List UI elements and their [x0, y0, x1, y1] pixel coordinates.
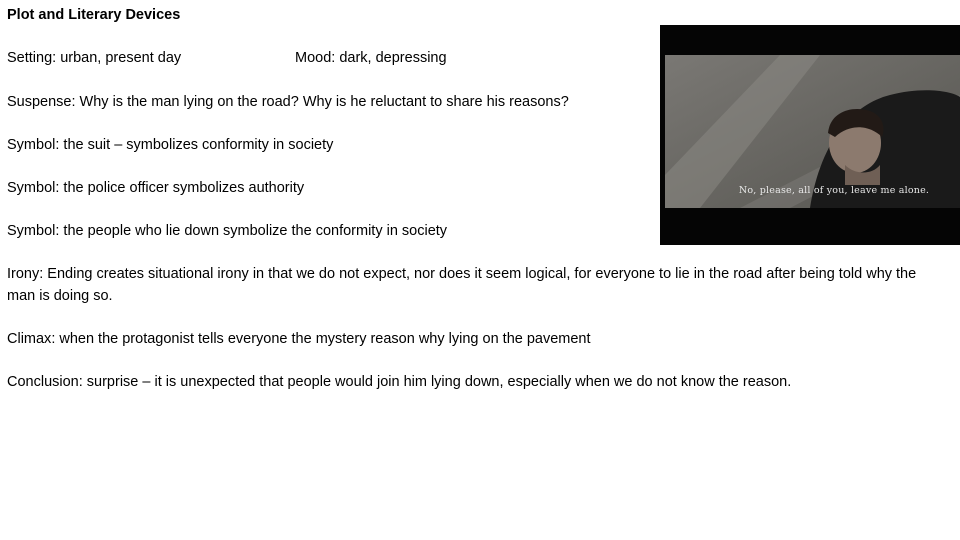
conclusion-label: Conclusion: [7, 374, 83, 390]
irony-label: Irony: [7, 266, 44, 282]
symbol-label: Symbol: [7, 137, 60, 153]
setting-line [7, 47, 181, 69]
climax-text: : when the protagonist tells everyone the mystery reason why lying on the pavement [51, 331, 591, 347]
symbol-label: Symbol: [7, 180, 60, 196]
irony-text: Ending creates situational irony in that we do not expect, nor does it seem logical, for everyone to lie in the road after being told why the man is doing so. [7, 266, 917, 304]
climax-label: Climax [7, 331, 52, 347]
suspense-label: Suspense [7, 94, 72, 110]
film-subtitle: No, please, all of you, leave me alone. [738, 185, 930, 196]
setting-label: Setting [7, 50, 53, 66]
symbol-text: the suit – symbolizes conformity in society [59, 137, 334, 153]
symbol-line [7, 177, 304, 199]
climax-line [7, 328, 591, 350]
irony-paragraph [7, 263, 927, 307]
suspense-text: : Why is the man lying on the road? Why is he reluctant to share his reasons? [71, 94, 569, 110]
symbol-line [7, 134, 333, 156]
symbol-label: Symbol: [7, 223, 60, 239]
setting-text: : urban, present day [52, 50, 182, 66]
conclusion-line [7, 371, 791, 393]
slide-title: Plot and Literary Devices [7, 7, 181, 23]
mood-label: Mood [295, 50, 332, 66]
symbol-text: the people who lie down symbolize the conformity in society [59, 223, 448, 239]
film-still-scene [660, 25, 960, 245]
mood-text: : dark, depressing [331, 50, 447, 66]
symbol-line [7, 220, 447, 242]
film-still-image [660, 25, 960, 245]
suspense-line [7, 91, 569, 113]
mood-line [295, 47, 447, 69]
symbol-text: the police officer symbolizes authority [59, 180, 305, 196]
conclusion-text: surprise – it is unexpected that people would join him lying down, especially when we do not know the reason. [82, 374, 792, 390]
